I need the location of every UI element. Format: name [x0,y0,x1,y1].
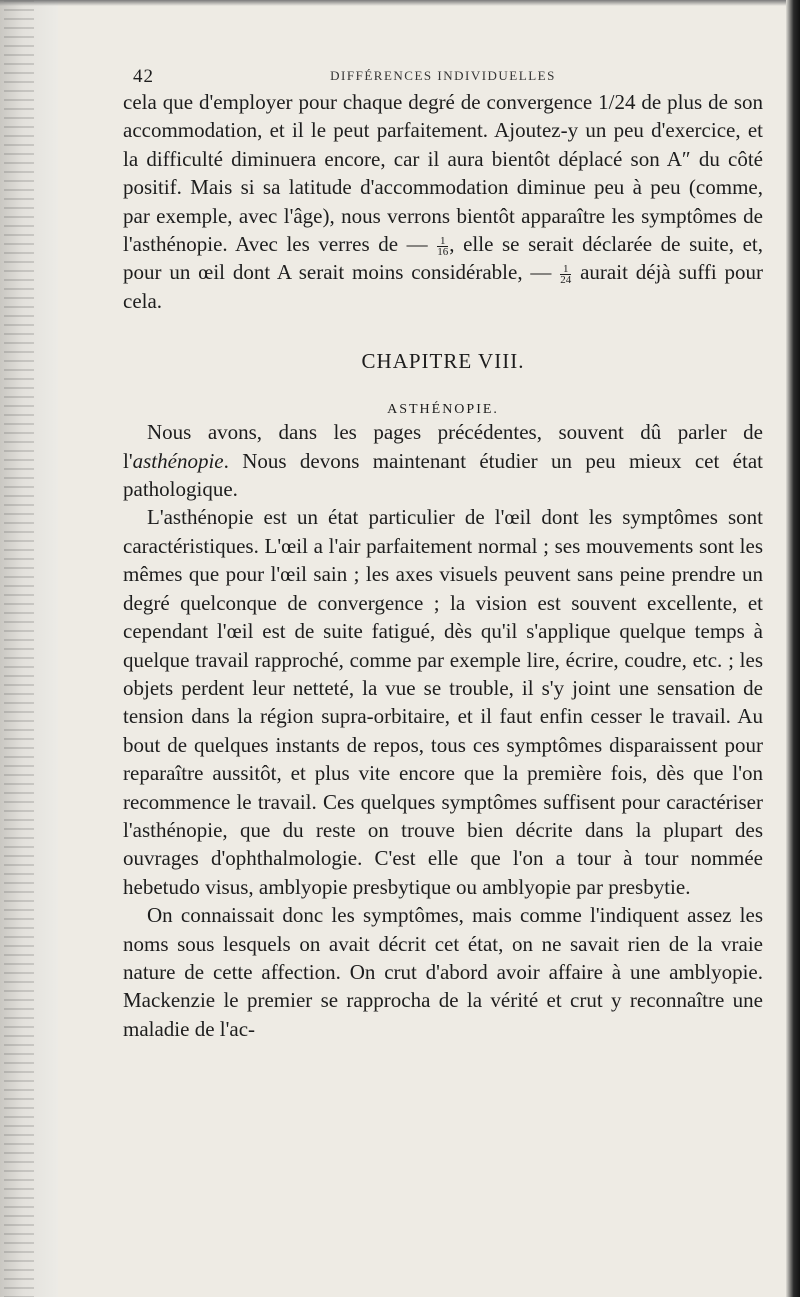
fraction-one-sixteenth: $\frac{1}{16}$ [437,234,449,258]
running-title: DIFFÉRENCES INDIVIDUELLES [330,68,556,83]
fraction-one-twentyfourth: $\frac{1}{24}$ [560,263,572,287]
running-header [123,66,763,88]
section-title: ASTHÉNOPIE. [387,402,499,418]
chapter-title: CHAPITRE VIII. [361,349,525,374]
paragraph-symptoms: L'asthénopie est un état particulier de l'œil dont les symptômes sont caractéristiques. L'œil a l'air parfaitement normal ; ses mouvements sont les mêmes que pour l'œil sain ; les axes visuels peuvent sans peine prendre un degré quelconque de convergence ; la vision est souvent excellente, et cependant l'œil est de suite fatigué, dès qu'il s'applique quelque temps à quelque travail rapproché, comme par exemple lire, écrire, coudre, etc. ; les objets perdent leur netteté, la vue se trouble, il s'y joint une sensation de tension dans la région supra-orbitaire, et il faut enfin cesser le travail. Au bout de quelques instants de repos, tous ces symptômes disparaissent pour reparaître aussitôt, et plus vite encore que la première fois, dès que l'on recommence le travail. Ces quelques symptômes suffisent pour caractériser l'asthénopie, que du reste on trouve bien décrite dans la plupart des ouvrages d'ophthalmologie. C'est elle que l'on a tour à tour nommée hebetudo visus, amblyopie presbytique ou amblyopie par presbytie. [123,505,763,899]
emphasis-asthenopie: asthénopie [132,448,224,473]
page-number: 42 [133,66,154,87]
opening-text-2: , elle se serait déclarée de suite, et, pour un œil dont A serait moins considérable, — [123,232,763,285]
scan-top-edge [0,0,800,6]
scan-right-edge [786,0,800,1297]
scan-binding-edge [0,0,58,1297]
paragraph-history: On connaissait donc les symptômes, mais comme l'indiquent assez les noms sous lesquels on avait décrit cet état, on ne savait rien de la vraie nature de cette affection. On crut d'abord avoir affaire à une amblyopie. Mackenzie le premier se rapprocha de la vérité et crut y reconnaître une maladie de l'ac- [123,903,763,1041]
book-page [123,66,763,1043]
paragraph-intro: Nous avons, dans les pages précédentes, souvent dû parler de l'asthénopie. Nous devons maintenant étudier un peu mieux cet état pathologique. [123,420,763,502]
opening-paragraph [123,88,763,315]
opening-text-3: aurait déjà suffi pour cela. [123,260,764,313]
opening-text-1: cela que d'employer pour chaque degré de convergence 1/24 de plus de son accommodation, et il le peut parfaitement. Ajoutez-y un peu d'exercice, et la difficulté diminuera encore, car il aura bientôt déplacé son A″ du côté positif. Mais si sa latitude d'accommodation diminue peu à peu (comme, par exemple, avec l'âge), nous verrons bientôt apparaître les symptômes de l'asthénopie. Avec les verres de — [123,90,763,257]
